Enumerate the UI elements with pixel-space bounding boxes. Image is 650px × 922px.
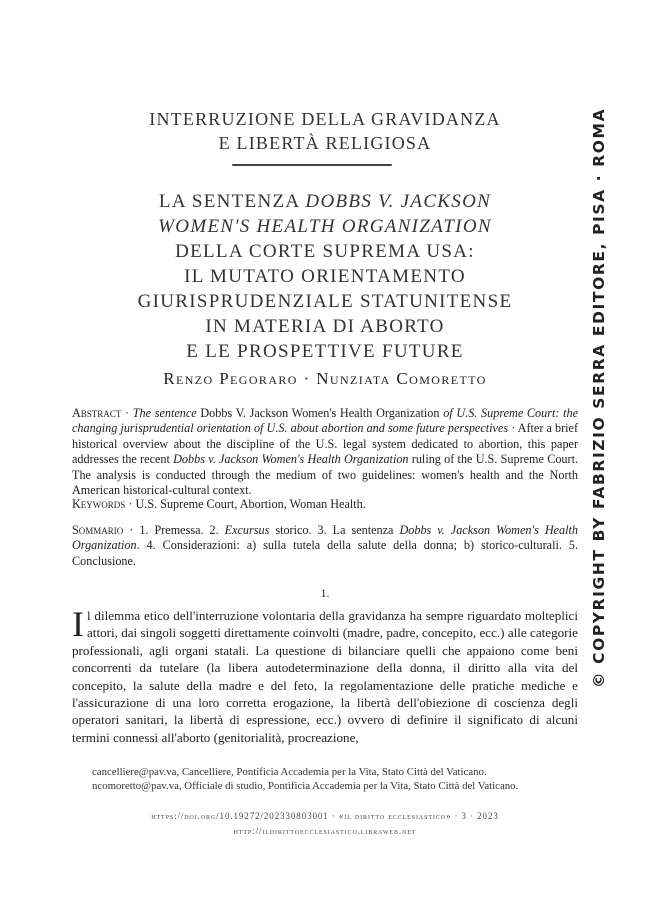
drop-cap: I bbox=[72, 604, 84, 644]
author-separator: · bbox=[297, 369, 317, 388]
body-paragraph: l dilemma etico dell'interruzione volontaria della gravidanza ha sempre riguardato molteplici attori, dai singoli soggetti direttamente coinvolti (madre, padre, concepito, ecc.) alle categorie professionali, agli organi statali. La questione di bilanciare quelli che appaiono come beni concorrenti da tutelare (la libera autodeterminazione della donna, il diritto alla vita del concepito, la salute della madre e del feto, la regolamentazione delle pratiche mediche e l'assicurazione di una loro corretta erogazione, la libertà dell'obiezione di coscienza degli operatori sanitari, la libertà di espressione, ecc.) ovvero di definire il significato di alcuni termini connessi all'aborto (genitorialità, procreazione, bbox=[72, 608, 578, 745]
footnote-1: cancelliere@pav.va, Cancelliere, Pontificia Accademia per la Vita, Stato Città del Vaticano. bbox=[92, 766, 487, 778]
abstract-label: Abstract bbox=[72, 406, 122, 420]
journal-heading-line2: E LIBERTÀ RELIGIOSA bbox=[218, 133, 432, 153]
copyright-text: © COPYRIGHT BY FABRIZIO SERRA EDITORE, PISA · ROMA bbox=[590, 107, 608, 688]
copyright-notice bbox=[568, 107, 608, 688]
title-line1-prefix: LA SENTENZA bbox=[158, 191, 306, 212]
summary-t4: Dobbs v. Jackson Women's Health Organization bbox=[72, 523, 578, 553]
abstract-t1: The sentence bbox=[132, 406, 197, 420]
summary-t2: Excursus bbox=[224, 523, 270, 537]
title-line5: GIURISPRUDENZIALE STATUNITENSE bbox=[137, 291, 513, 312]
abstract-t3: of U.S. Supreme Court: the changing jurisprudential orientation of U.S. about abortion and some future perspectives bbox=[72, 406, 578, 436]
title-line2 bbox=[60, 214, 590, 239]
abstract-t4: · After a brief historical overview about the discipline of the U.S. legal system dedicated to abortion, this paper addresses the recent bbox=[72, 421, 579, 467]
title-divider bbox=[232, 164, 392, 166]
title-line3: DELLA CORTE SUPREMA USA: bbox=[175, 241, 475, 262]
keywords-label: Keywords bbox=[72, 497, 126, 511]
author-line bbox=[60, 369, 590, 389]
summary-t5: . 4. Considerazioni: a) sulla tutela della salute della donna; b) storico-culturali. 5. Conclusione. bbox=[72, 538, 578, 568]
title-line4: IL MUTATO ORIENTAMENTO bbox=[184, 266, 466, 287]
footnote-2: ncomoretto@pav.va, Officiale di studio, Pontificia Accademia per la Vita, Stato Città del Vaticano. bbox=[92, 780, 519, 792]
journal-heading-line1: INTERRUZIONE DELLA GRAVIDANZA bbox=[149, 109, 501, 129]
author-2: Nunziata Comoretto bbox=[316, 369, 487, 388]
title-line6: IN MATERIA DI ABORTO bbox=[205, 316, 445, 337]
abstract-sep: · bbox=[121, 406, 133, 420]
abstract-t5: Dobbs v. Jackson Women's Health Organization bbox=[173, 452, 409, 467]
summary-t3: storico. 3. La sentenza bbox=[269, 523, 400, 537]
abstract-t2: Dobbs V. Jackson Women's Health Organization bbox=[196, 406, 444, 420]
keywords-text: · U.S. Supreme Court, Abortion, Woman Health. bbox=[125, 497, 366, 511]
journal-section-heading bbox=[70, 107, 580, 155]
author-1: Renzo Pegoraro bbox=[163, 369, 298, 388]
title-line2-italic: WOMEN'S HEALTH ORGANIZATION bbox=[158, 216, 492, 237]
summary-label: Sommario bbox=[72, 523, 124, 537]
publisher-url: http://ildirittoecclesiastico.libraweb.net bbox=[233, 826, 417, 836]
abstract-t6: ruling of the U.S. Supreme Court. The analysis is conducted through the medium of two guidelines: women's health and the North American historical-cultural context. bbox=[72, 452, 579, 498]
keywords bbox=[72, 497, 578, 512]
title-line7: E LE PROSPETTIVE FUTURE bbox=[186, 341, 464, 362]
title-line1-italic: DOBBS V. JACKSON bbox=[305, 191, 492, 212]
summary bbox=[72, 523, 578, 569]
article-title bbox=[60, 189, 590, 364]
body-text bbox=[72, 604, 578, 746]
summary-t1: · 1. Premessa. 2. bbox=[123, 523, 225, 537]
abstract bbox=[72, 406, 578, 498]
section-number: 1. bbox=[320, 586, 330, 600]
doi-line: https://doi.org/10.19272/202330803001 · «il diritto ecclesiastico» · 3 · 2023 bbox=[151, 811, 499, 821]
title-line1 bbox=[60, 189, 590, 214]
